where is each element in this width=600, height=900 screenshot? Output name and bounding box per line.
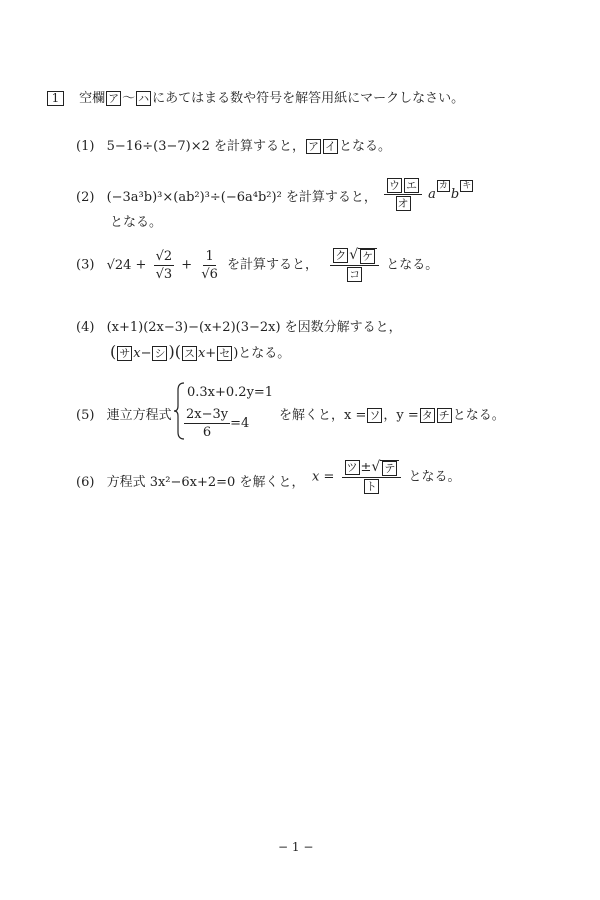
answer-box: オ — [397, 197, 409, 210]
system-label: 連立方程式 — [106, 408, 172, 423]
factor-term: x− — [133, 346, 152, 361]
page-number: − 1 − — [278, 840, 314, 854]
question-tail: となる。 — [386, 257, 439, 273]
instruction-lead: 空欄 — [79, 91, 106, 106]
question-number: (6) — [76, 475, 95, 490]
plus-sign: + — [181, 257, 193, 273]
answer-box: ケ — [362, 250, 374, 263]
answer-box: イ — [325, 140, 337, 153]
answer-box: ス — [183, 347, 195, 360]
answer-box: セ — [219, 347, 231, 360]
answer-box: エ — [406, 179, 417, 192]
answer-box: タ — [421, 409, 433, 422]
exponent-box: キ — [462, 180, 472, 191]
equation-rhs: =4 — [230, 416, 250, 431]
answer-box: ソ — [369, 409, 381, 422]
question-6 — [76, 471, 304, 490]
question-number: (2) — [76, 190, 95, 205]
question-5 — [76, 404, 172, 423]
separator-text: ，y = — [383, 408, 419, 423]
fraction-numerator: √2 — [155, 248, 173, 264]
answer-box: ツ — [346, 461, 358, 474]
variable-a: a — [428, 187, 436, 202]
factor-term: x+ — [197, 346, 217, 361]
answer-box: ア — [108, 92, 120, 105]
answer-fraction — [384, 178, 474, 211]
sqrt-symbol: √ — [371, 459, 381, 475]
question-tail: となる。 — [110, 215, 163, 230]
question-number: (3) — [76, 257, 95, 273]
paren-close-open: )( — [168, 342, 181, 361]
answer-box: ウ — [389, 179, 400, 192]
question-tail: となる。 — [408, 469, 461, 485]
question-4 — [76, 316, 402, 335]
question-2 — [76, 186, 377, 205]
plus-minus: ± — [360, 460, 372, 475]
question-number: (4) — [76, 320, 95, 335]
paren-open: ( — [110, 342, 117, 361]
equation-1: 0.3x+0.2y=1 — [187, 385, 274, 400]
question-expression: を計算すると， — [227, 257, 319, 273]
answer-box: ク — [335, 249, 347, 262]
question-1 — [76, 135, 391, 154]
exponent-box: カ — [438, 180, 448, 191]
plus-sign: + — [135, 257, 147, 273]
factored-form — [110, 342, 290, 361]
fraction-denominator: √6 — [201, 266, 218, 282]
question-expression: 方程式 3x²−6x+2=0 を解くと， — [106, 475, 305, 490]
answer-box: テ — [384, 462, 396, 475]
question-tail: となる。 — [452, 408, 505, 423]
instruction-text: にあてはまる数や符号を解答用紙にマークしなさい。 — [152, 91, 465, 106]
variable-b: b — [450, 187, 460, 202]
question-expression: 5−16÷(3−7)×2 を計算すると， — [106, 139, 306, 154]
question-5-answer — [279, 404, 505, 423]
answer-box: チ — [438, 409, 450, 422]
equation-2 — [184, 407, 249, 440]
question-expression: を解くと，x = — [279, 408, 367, 423]
answer-box: コ — [349, 268, 361, 281]
fraction-denominator: 6 — [202, 425, 212, 440]
answer-box: シ — [154, 347, 166, 360]
answer-lhs: x = — [312, 469, 335, 485]
question-number: (5) — [76, 408, 95, 423]
question-tail: )となる。 — [233, 346, 291, 361]
fraction-denominator: √3 — [155, 266, 173, 282]
answer-box: ト — [365, 480, 377, 493]
fraction-numerator: 2x−3y — [186, 407, 229, 422]
question-number: (1) — [76, 139, 95, 154]
problem-number-box: 1 — [47, 91, 64, 106]
fraction-numerator: 1 — [205, 248, 214, 264]
question-expression: (−3a³b)³×(ab²)³÷(−6a⁴b²)² を計算すると， — [106, 190, 377, 205]
problem-header — [46, 87, 464, 106]
question-3 — [76, 248, 438, 282]
instruction-range-sep: ～ — [122, 91, 136, 106]
answer-box: ハ — [138, 92, 150, 105]
question-expression: (x+1)(2x−3)−(x+2)(3−2x) を因数分解すると， — [106, 320, 402, 335]
term-sqrt24: √24 — [106, 257, 132, 273]
answer-box: サ — [119, 347, 131, 360]
answer-box: ア — [308, 140, 320, 153]
sqrt-symbol: √ — [349, 247, 359, 263]
question-6-answer — [312, 460, 460, 494]
question-tail: となる。 — [339, 139, 392, 154]
